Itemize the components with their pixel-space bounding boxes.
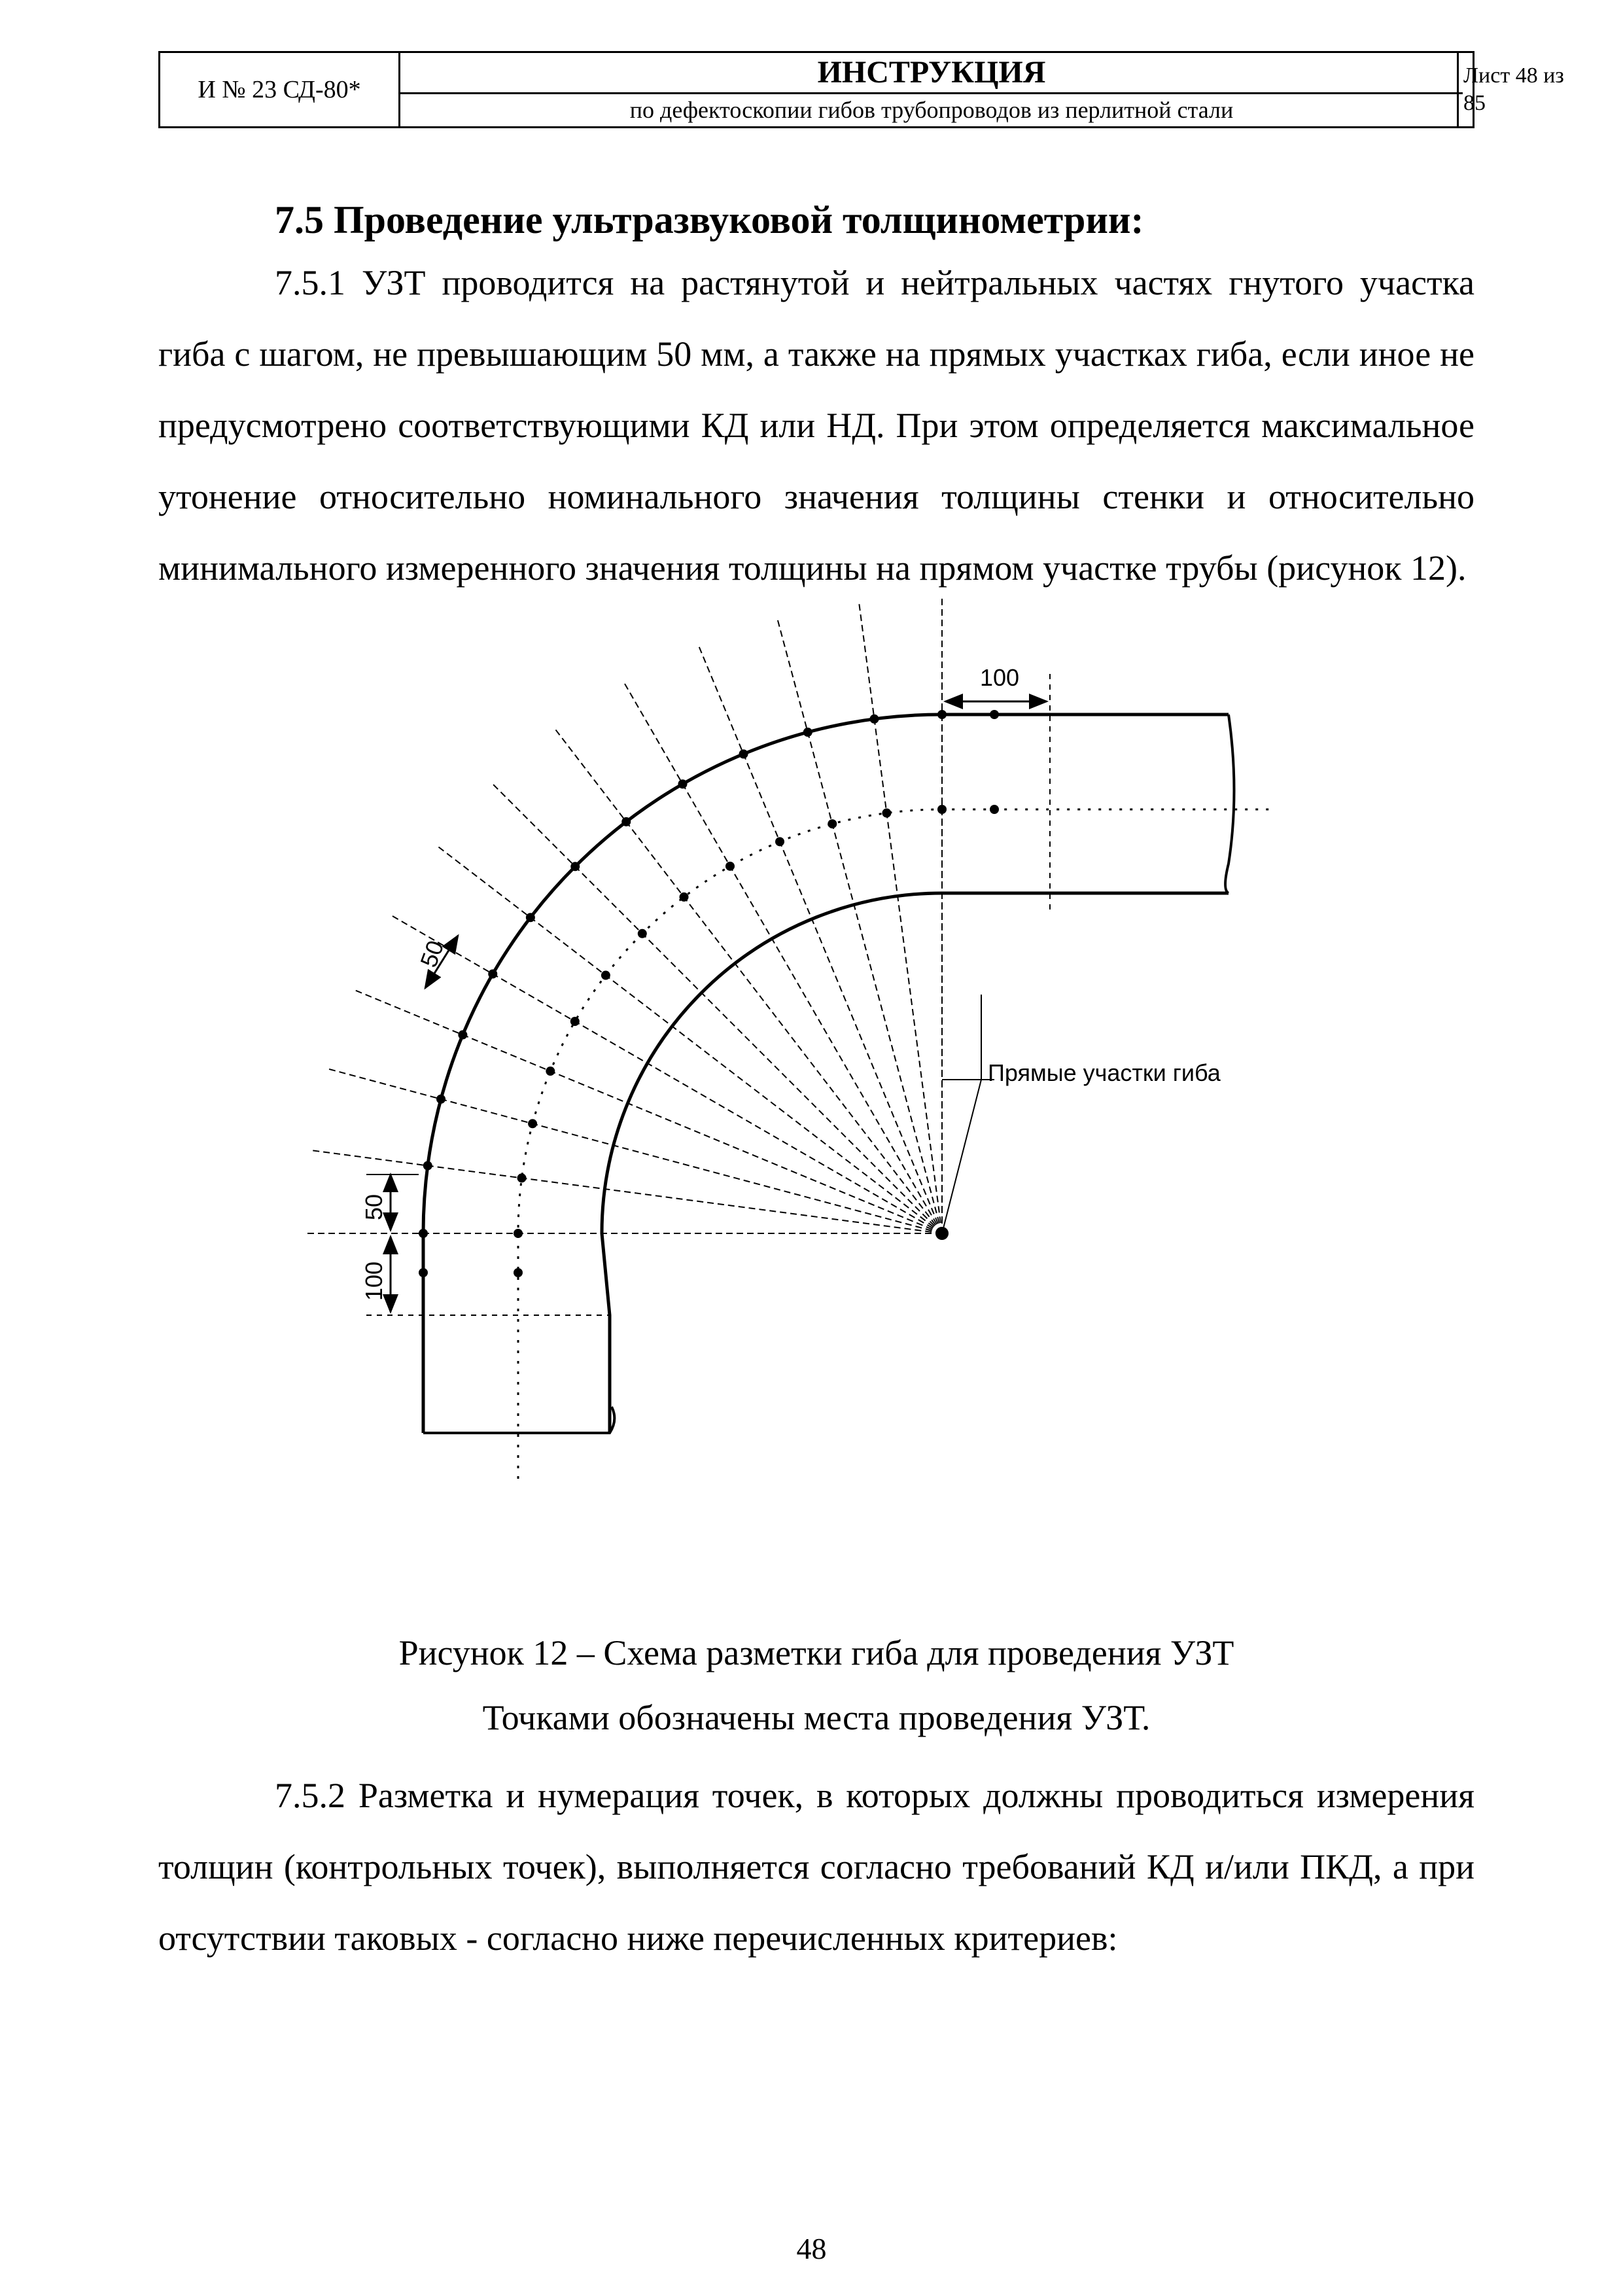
measurement-point bbox=[937, 710, 947, 719]
measurement-point bbox=[488, 970, 497, 979]
sheet-info-line-1: Лист 48 из bbox=[1463, 63, 1564, 88]
radial-line bbox=[311, 1150, 942, 1233]
pipe-break-right bbox=[1225, 715, 1234, 893]
measurement-point bbox=[990, 710, 999, 719]
measurement-point bbox=[621, 817, 631, 826]
dimension-label-arc: 50 bbox=[415, 936, 449, 971]
document-title: ИНСТРУКЦИЯ bbox=[400, 53, 1463, 94]
callout-straight-sections: Прямые участки гиба bbox=[988, 1059, 1221, 1086]
neutral-axis-line bbox=[518, 809, 1269, 1479]
radial-line bbox=[327, 1069, 942, 1233]
radial-line bbox=[777, 618, 942, 1233]
radial-line bbox=[354, 990, 942, 1233]
radial-line bbox=[492, 783, 942, 1233]
paragraph-7-5-1: 7.5.1 УЗТ проводится на растянутой и нейтральных частях гнутого участка гиба с шагом, не превышающим 50 мм, а также на прямых участках гиба, если иное не предусмотрено соответствующими КД или НД. При этом определяется максимальное утонение относительно номинального значения толщины стенки и относительно минимального измеренного значения толщины на прямом участке трубы (рисунок 12). bbox=[158, 263, 1475, 588]
document-number: И № 23 СД-80* bbox=[160, 53, 400, 126]
radial-line bbox=[624, 682, 943, 1233]
measurement-point bbox=[869, 715, 879, 724]
measurement-point bbox=[517, 1173, 527, 1182]
radial-line bbox=[391, 915, 942, 1234]
measurement-point bbox=[803, 728, 812, 737]
document-subtitle: по дефектоскопии гибов трубопроводов из перлитной стали bbox=[629, 97, 1234, 123]
measurement-point bbox=[937, 805, 947, 814]
dimension-label-left-small: 50 bbox=[360, 1193, 387, 1221]
measurement-point bbox=[680, 892, 689, 902]
dimension-label-top: 100 bbox=[979, 664, 1020, 691]
measurement-point bbox=[638, 929, 647, 938]
radial-line bbox=[699, 645, 942, 1233]
section-heading: 7.5 Проведение ультразвуковой толщинометрии: bbox=[275, 198, 1144, 241]
measurement-point bbox=[828, 819, 837, 828]
measurement-point bbox=[526, 913, 535, 922]
measurement-point bbox=[775, 837, 784, 846]
pipe-break-bottom bbox=[423, 1407, 614, 1433]
measurement-point bbox=[419, 1229, 428, 1238]
radial-line bbox=[437, 846, 942, 1233]
measurement-point bbox=[882, 809, 891, 818]
measurement-point bbox=[546, 1067, 555, 1076]
measurement-points bbox=[419, 710, 999, 1277]
measurement-point bbox=[570, 1017, 580, 1026]
figure-note: Точками обозначены места проведения УЗТ. bbox=[482, 1698, 1151, 1737]
dimension-lines bbox=[366, 701, 1047, 1312]
measurement-point bbox=[419, 1268, 428, 1277]
page-number: 48 bbox=[796, 2232, 827, 2265]
measurement-point bbox=[514, 1229, 523, 1238]
measurement-point bbox=[423, 1161, 432, 1170]
radial-line bbox=[859, 602, 942, 1233]
callout-leader bbox=[942, 1080, 981, 1233]
pipe-inner-wall bbox=[602, 893, 1229, 1433]
radial-line bbox=[555, 728, 942, 1233]
measurement-point bbox=[990, 805, 999, 814]
measurement-point bbox=[436, 1095, 445, 1104]
sheet-info-line-2: 85 bbox=[1463, 91, 1486, 115]
neutral-axis-path bbox=[518, 809, 1269, 1479]
measurement-point bbox=[458, 1031, 467, 1040]
measurement-point bbox=[528, 1119, 537, 1128]
measurement-point bbox=[601, 971, 610, 980]
bend-centre-point bbox=[935, 1227, 949, 1240]
paragraph-7-5-2: 7.5.2 Разметка и нумерация точек, в которых должны проводиться измерения толщин (контрольных точек), выполняется согласно требований КД и/или ПКД, а при отсутствии таковых - согласно ниже перечисленных критериев: bbox=[158, 1776, 1475, 1958]
figure-caption: Рисунок 12 – Схема разметки гиба для проведения УЗТ bbox=[398, 1633, 1234, 1672]
measurement-point bbox=[739, 749, 748, 758]
measurement-point bbox=[725, 862, 735, 871]
measurement-point bbox=[514, 1268, 523, 1277]
dimension-label-left-large: 100 bbox=[360, 1261, 387, 1301]
radial-guide-lines bbox=[305, 597, 942, 1233]
measurement-point bbox=[570, 862, 580, 871]
measurement-point bbox=[678, 779, 688, 788]
